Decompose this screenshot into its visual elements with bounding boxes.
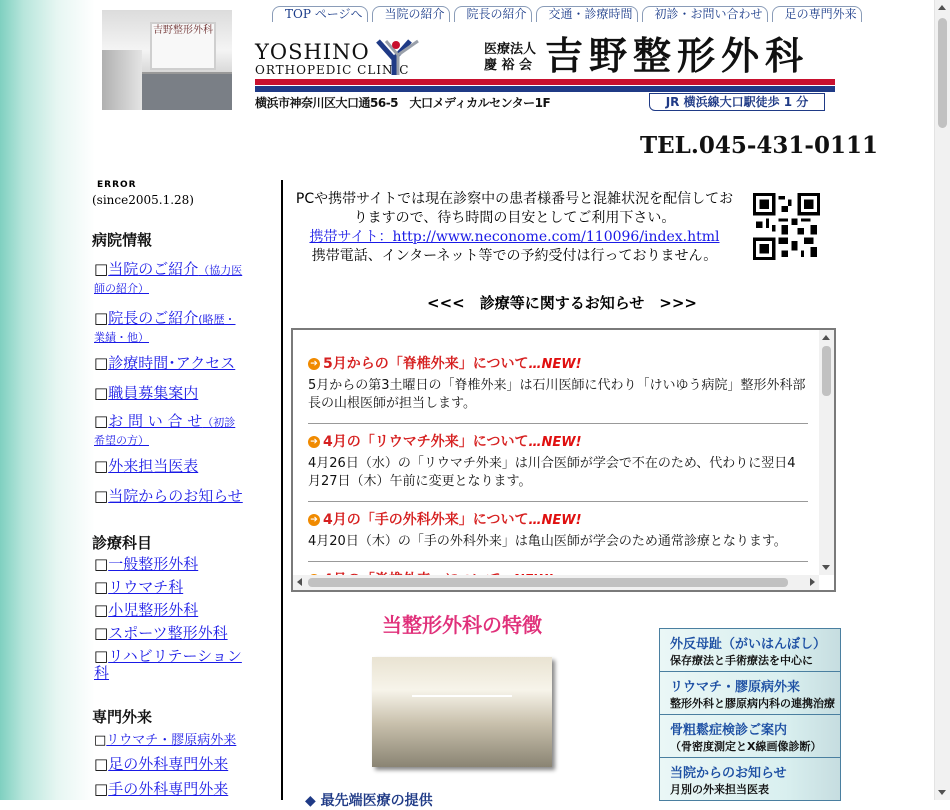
sidebar-link-rehab[interactable]: リハビリテーション科 [94, 647, 242, 682]
corp-line2: 慶 裕 会 [484, 58, 533, 73]
scroll-up-icon[interactable] [822, 335, 830, 340]
departments-heading: 診療科目 [92, 534, 153, 552]
sidebar-link-foot-clinic[interactable]: 足の外科専門外来 [108, 755, 229, 773]
new-badge: …NEW! [528, 513, 582, 528]
mobile-site-link[interactable]: 携帯サイト：http://www.neconome.com/110096/index.html [309, 229, 720, 245]
sidebar-item-hand-clinic[interactable] [94, 781, 244, 798]
sidebar-link-about[interactable]: 当院のご紹介 [108, 260, 199, 278]
sidebar-link-schedule[interactable]: 外来担当医表 [108, 457, 199, 475]
sidebar-item-general[interactable] [94, 556, 244, 573]
news-item [308, 508, 808, 562]
news-vertical-scrollbar[interactable] [819, 330, 834, 575]
banner-title: 骨粗鬆症検診ご案内 [670, 723, 788, 738]
building-sign-text: 吉野整形外科 [153, 25, 213, 36]
clinic-building-photo [102, 10, 232, 110]
news-item [308, 430, 808, 502]
banner-title: 外反母趾（がいはんぼし） [670, 637, 827, 652]
banner-subtitle: （骨密度測定とX線画像診断） [670, 740, 822, 753]
sidebar-item-hours[interactable] [94, 355, 244, 372]
arrow-bullet-icon: ➔ [308, 358, 320, 370]
banner-hallux-valgus[interactable] [659, 628, 841, 672]
checkbox-glyph: □ [94, 780, 109, 798]
clinic-address: 横浜市神奈川区大口通56-5 大口メディカルセンター1F [255, 96, 551, 110]
logo-english-line2: ORTHOPEDIC CLINIC [255, 63, 410, 77]
banner-subtitle: 保存療法と手術療法を中心に [670, 654, 813, 667]
sidebar-link-contact[interactable]: お 問 い 合 せ [108, 412, 203, 430]
sidebar-item-foot-clinic[interactable] [94, 756, 244, 773]
sidebar-link-director[interactable]: 院長のご紹介 [108, 309, 199, 327]
scroll-left-icon[interactable] [297, 578, 302, 586]
news-title-text: 4月の「リウマチ外来」について [323, 434, 529, 450]
new-badge: …NEW! [528, 435, 582, 450]
logo-english-line1: YOSHINO [255, 40, 370, 64]
tab-contact[interactable]: 初診・お問い合わせ [642, 6, 768, 22]
notice-line2: 携帯電話、インターネット等での予約受付は行っておりません。 [311, 248, 718, 264]
qr-code-icon [753, 193, 820, 260]
new-badge: …NEW! [528, 357, 582, 372]
scroll-right-icon[interactable] [810, 578, 815, 586]
special-clinics-heading: 専門外来 [92, 708, 153, 726]
corporation-name [484, 42, 536, 74]
sidebar-link-sports[interactable]: スポーツ整形外科 [108, 624, 228, 642]
tab-director[interactable]: 院長の紹介 [454, 6, 532, 22]
clinic-logo-icon [372, 37, 424, 77]
clinic-interior-photo [372, 657, 552, 767]
arrow-bullet-icon: ➔ [308, 436, 320, 448]
sidebar-link-news[interactable]: 当院からのお知らせ [108, 487, 243, 505]
building-door [102, 50, 142, 110]
sidebar-item-schedule[interactable] [94, 458, 244, 475]
sidebar-item-pediatric[interactable] [94, 602, 244, 619]
checkbox-glyph: □ [94, 624, 109, 642]
ceiling-lights [412, 675, 512, 697]
checkbox-glyph: □ [94, 755, 109, 773]
tab-top[interactable]: TOP ページへ [272, 6, 368, 22]
header-stripe-red [255, 79, 835, 85]
scroll-up-icon[interactable] [938, 5, 946, 10]
news-body: 4月20日（木）の「手の外科外来」は亀山医師が学会のため通常診療となります。 [308, 534, 787, 549]
building-window [142, 72, 232, 110]
sidebar-item-rehab[interactable] [94, 648, 244, 682]
checkbox-glyph: □ [94, 647, 109, 665]
sidebar-link-recruit[interactable]: 職員募集案内 [108, 384, 199, 402]
checkbox-glyph: □ [94, 309, 109, 327]
since-date: (since2005.1.28) [92, 193, 194, 207]
tab-about[interactable]: 当院の紹介 [372, 6, 450, 22]
news-scroll-box[interactable] [291, 328, 836, 592]
top-nav [272, 6, 866, 22]
news-title-text: 5月からの「脊椎外来」について [323, 356, 529, 372]
banner-rheumatology[interactable] [659, 671, 841, 715]
scroll-thumb[interactable] [308, 578, 788, 587]
page-scrollbar[interactable] [934, 0, 950, 800]
banner-subtitle: 整形外科と膠原病内科の連携治療 [670, 697, 835, 710]
news-list [308, 352, 808, 592]
sidebar-item-recruit[interactable] [94, 385, 244, 402]
sidebar-link-general[interactable]: 一般整形外科 [108, 555, 199, 573]
clinic-name: 吉野整形外科 [545, 34, 810, 78]
scroll-down-icon[interactable] [822, 565, 830, 570]
news-body: 4月26日（水）の「リウマチ外来」は川合医師が学会で不在のため、代わりに翌日4月27日（木）午前に変更となります。 [308, 456, 796, 489]
banner-subtitle: 月別の外来担当医表 [670, 783, 769, 796]
sidebar-item-rheuma-clinic[interactable] [94, 732, 244, 749]
checkbox-glyph: □ [94, 578, 109, 596]
news-title-text: 4月の「手の外科外来」について [323, 512, 529, 528]
scroll-down-icon[interactable] [938, 790, 946, 795]
sidebar-divider [281, 180, 283, 800]
features-item: ◆ 最先端医療の提供 [305, 793, 433, 809]
checkbox-glyph: □ [94, 412, 109, 430]
notice-line1: PCや携帯サイトでは現在診察中の患者様番号と混雑状況を配信しておりますので、待ち時間の目安としてご利用下さい。 [295, 191, 734, 226]
checkbox-glyph: □ [94, 354, 109, 372]
sidebar-item-about[interactable] [94, 261, 244, 297]
banner-title: 当院からのお知らせ [670, 766, 787, 781]
sidebar-item-contact[interactable] [94, 413, 244, 449]
sidebar-link-hours[interactable]: 診療時間･アクセス [108, 354, 236, 372]
checkbox-glyph: □ [94, 555, 109, 573]
sidebar-link-hand-clinic[interactable]: 手の外科専門外来 [108, 780, 229, 798]
telephone: TEL.045-431-0111 [640, 132, 878, 159]
left-decoration [0, 0, 95, 800]
features-title: 当整形外科の特徴 [382, 613, 542, 637]
tab-foot-clinic[interactable]: 足の専門外来 [772, 6, 862, 22]
scroll-thumb[interactable] [938, 18, 947, 128]
checkbox-glyph: □ [94, 601, 109, 619]
tab-access[interactable]: 交通・診療時間 [536, 6, 638, 22]
sidebar-item-sports[interactable] [94, 625, 244, 642]
sidebar-note-contact[interactable]: （初診希望の方） [94, 416, 236, 447]
sidebar-item-news[interactable] [94, 488, 244, 505]
checkbox-glyph: □ [94, 733, 107, 748]
station-badge: JR 横浜線大口駅徒歩 1 分 [649, 93, 825, 111]
news-section-title: <<< 診療等に関するお知らせ >>> [427, 294, 697, 312]
header-stripe-blue [255, 86, 835, 92]
sidebar-item-director[interactable] [94, 310, 244, 346]
scroll-thumb[interactable] [822, 346, 831, 396]
sidebar-link-pediatric[interactable]: 小児整形外科 [108, 601, 199, 619]
building-sign [150, 22, 216, 70]
news-body: 5月からの第3土曜日の「脊椎外来」は石川医師に代わり「けいゆう病院」整形外科部長の山根医師が担当します。 [308, 378, 806, 411]
corp-line1: 医療法人 [484, 42, 537, 57]
checkbox-glyph: □ [94, 260, 109, 278]
banner-news[interactable] [659, 757, 841, 801]
checkbox-glyph: □ [94, 384, 109, 402]
sidebar-note-about[interactable]: （協力医師の紹介） [94, 264, 243, 295]
news-item [308, 352, 808, 424]
news-horizontal-scrollbar[interactable] [293, 575, 819, 590]
access-counter: ERROR [97, 180, 137, 190]
hospital-info-heading: 病院情報 [92, 231, 153, 249]
arrow-bullet-icon: ➔ [308, 514, 320, 526]
checkbox-glyph: □ [94, 487, 109, 505]
sidebar-link-rheumatology[interactable]: リウマチ科 [108, 578, 184, 596]
sidebar-note-director[interactable]: (略歴・業績・他） [94, 313, 236, 344]
news-title[interactable] [308, 430, 808, 455]
waiting-notice [292, 190, 737, 266]
banner-title: リウマチ・膠原病外来 [670, 680, 801, 695]
sidebar-item-rheumatology[interactable] [94, 579, 244, 596]
checkbox-glyph: □ [94, 457, 109, 475]
sidebar-link-rheuma-clinic[interactable]: リウマチ・膠原病外来 [106, 733, 237, 748]
news-title[interactable] [308, 352, 808, 377]
banner-osteoporosis[interactable] [659, 714, 841, 758]
news-title[interactable] [308, 508, 808, 533]
